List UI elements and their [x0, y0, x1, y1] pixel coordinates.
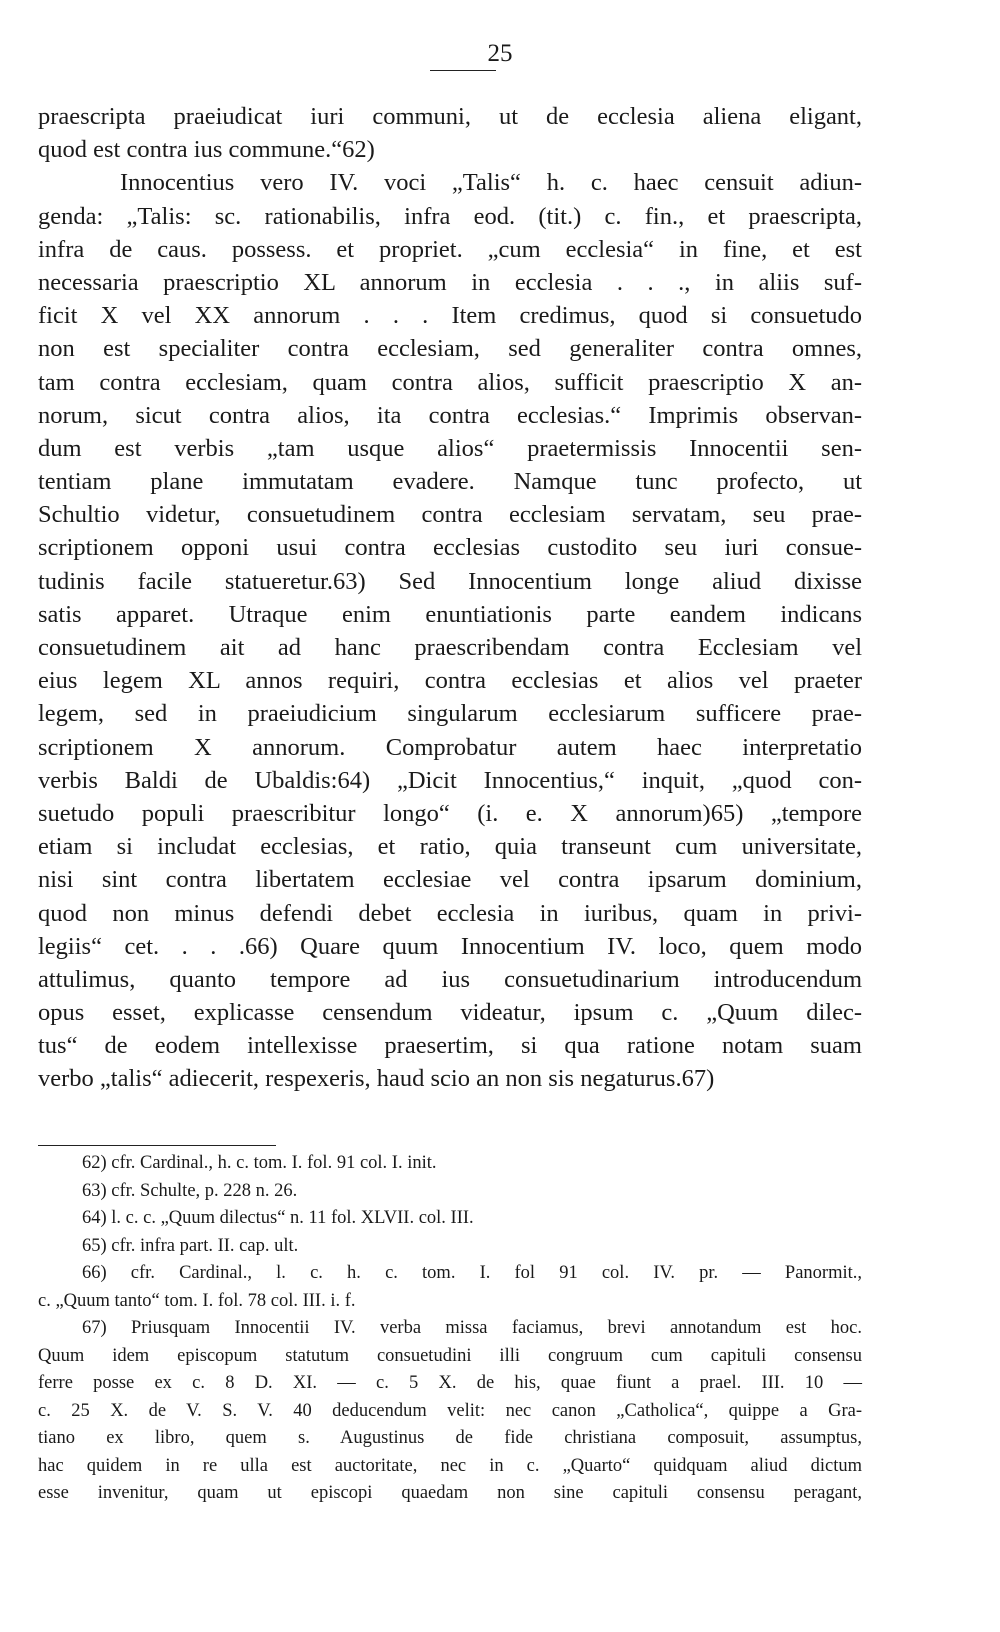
text-line: tam contra ecclesiam, quam contra alios, sufficit praescriptio X an-	[38, 368, 862, 396]
text-line: nisi sint contra libertatem ecclesiae vel contra ipsarum dominium,	[38, 866, 862, 894]
text-line: necessaria praescriptio XL annorum in ecclesia . . ., in aliis suf-	[38, 268, 862, 296]
text-line: ficit X vel XX annorum . . . Item credimus, quod si consuetudo	[38, 302, 862, 330]
footnote-line: hac quidem in re ulla est auctoritate, nec in c. „Quarto“ quidquam aliud dictum	[38, 1455, 862, 1476]
page-number-rule	[430, 70, 496, 71]
text-line: legem, sed in praeiudicium singularum ecclesiarum sufficere prae-	[38, 700, 862, 728]
body-text	[38, 100, 862, 1096]
text-line: legiis“ cet. . . .66) Quare quum Innocentium IV. loco, quem modo	[38, 932, 862, 960]
page-number: 25	[487, 40, 513, 67]
text-line: praescripta praeiudicat iuri communi, ut de ecclesia aliena eligant,	[38, 103, 862, 130]
footnotes	[38, 1150, 862, 1508]
footnote-rule	[38, 1145, 276, 1146]
text-line: tentiam plane immutatam evadere. Namque tunc profecto, ut	[38, 468, 862, 496]
text-line: verbo „talis“ adiecerit, respexeris, haud scio an non sis negaturus.67)	[38, 1065, 715, 1093]
footnote-line: esse invenitur, quam ut episcopi quaedam non sine capituli consensu peragant,	[38, 1483, 862, 1503]
text-line: Innocentius vero IV. voci „Talis“ h. c. haec censuit adiun-	[120, 169, 862, 197]
footnote-line: Quum idem episcopum statutum consuetudini illi congruum cum capituli consensu	[38, 1345, 862, 1366]
footnote-line: tiano ex libro, quem s. Augustinus de fide christiana composuit, assumptus,	[38, 1428, 862, 1448]
text-line: suetudo populi praescribitur longo“ (i. e. X annorum)65) „tempore	[38, 799, 862, 827]
footnote-line: 62) cfr. Cardinal., h. c. tom. I. fol. 91 col. I. init.	[82, 1153, 437, 1173]
text-line: Schultio videtur, consuetudinem contra ecclesiam servatam, seu prae-	[38, 501, 862, 529]
footnote-line: ferre posse ex c. 8 D. XI. — c. 5 X. de his, quae fiunt a prael. III. 10 —	[38, 1373, 862, 1393]
footnote-line: 66) cfr. Cardinal., l. c. h. c. tom. I. fol 91 col. IV. pr. — Panormit.,	[82, 1263, 862, 1283]
text-line: verbis Baldi de Ubaldis:64) „Dicit Innocentius,“ inquit, „quod con-	[38, 766, 862, 794]
footnote-line: 65) cfr. infra part. II. cap. ult.	[82, 1235, 299, 1256]
footnote-line: 63) cfr. Schulte, p. 228 n. 26.	[82, 1180, 298, 1201]
text-line: norum, sicut contra alios, ita contra ecclesias.“ Imprimis observan-	[38, 401, 862, 429]
footnote-line: 64) l. c. c. „Quum dilectus“ n. 11 fol. XLVII. col. III.	[82, 1208, 474, 1228]
text-line: non est specialiter contra ecclesiam, sed generaliter contra omnes,	[38, 335, 862, 363]
text-line: opus esset, explicasse censendum videatur, ipsum c. „Quum dilec-	[38, 999, 862, 1027]
text-line: attulimus, quanto tempore ad ius consuetudinarium introducendum	[38, 965, 862, 993]
text-line: tus“ de eodem intellexisse praesertim, si qua ratione notam suam	[38, 1032, 862, 1060]
text-line: satis apparet. Utraque enim enuntiationis parte eandem indicans	[38, 600, 862, 628]
text-line: consuetudinem ait ad hanc praescribendam contra Ecclesiam vel	[38, 634, 862, 661]
text-line: scriptionem X annorum. Comprobatur autem haec interpretatio	[38, 733, 862, 761]
text-line: infra de caus. possess. et propriet. „cum ecclesia“ in fine, et est	[38, 235, 862, 263]
text-line: etiam si includat ecclesias, et ratio, quia transeunt cum universitate,	[38, 833, 862, 861]
text-line: quod est contra ius commune.“62)	[38, 136, 375, 164]
text-line: tudinis facile statueretur.63) Sed Innocentium longe aliud dixisse	[38, 567, 862, 595]
text-line: quod non minus defendi debet ecclesia in iuribus, quam in privi-	[38, 899, 862, 927]
footnote-line: 67) Priusquam Innocentii IV. verba missa faciamus, brevi annotandum est hoc.	[82, 1318, 862, 1338]
text-line: eius legem XL annos requiri, contra ecclesias et alios vel praeter	[38, 667, 862, 695]
text-line: genda: „Talis: sc. rationabilis, infra eod. (tit.) c. fin., et praescripta,	[38, 202, 862, 230]
text-line: dum est verbis „tam usque alios“ praetermissis Innocentii sen-	[38, 434, 862, 462]
footnote-line: c. 25 X. de V. S. V. 40 deducendum velit: nec canon „Catholica“, quippe a Gra-	[38, 1400, 862, 1421]
text-line: scriptionem opponi usui contra ecclesias custodito seu iuri consue-	[38, 534, 862, 562]
footnote-line: c. „Quum tanto“ tom. I. fol. 78 col. III. i. f.	[38, 1290, 356, 1311]
